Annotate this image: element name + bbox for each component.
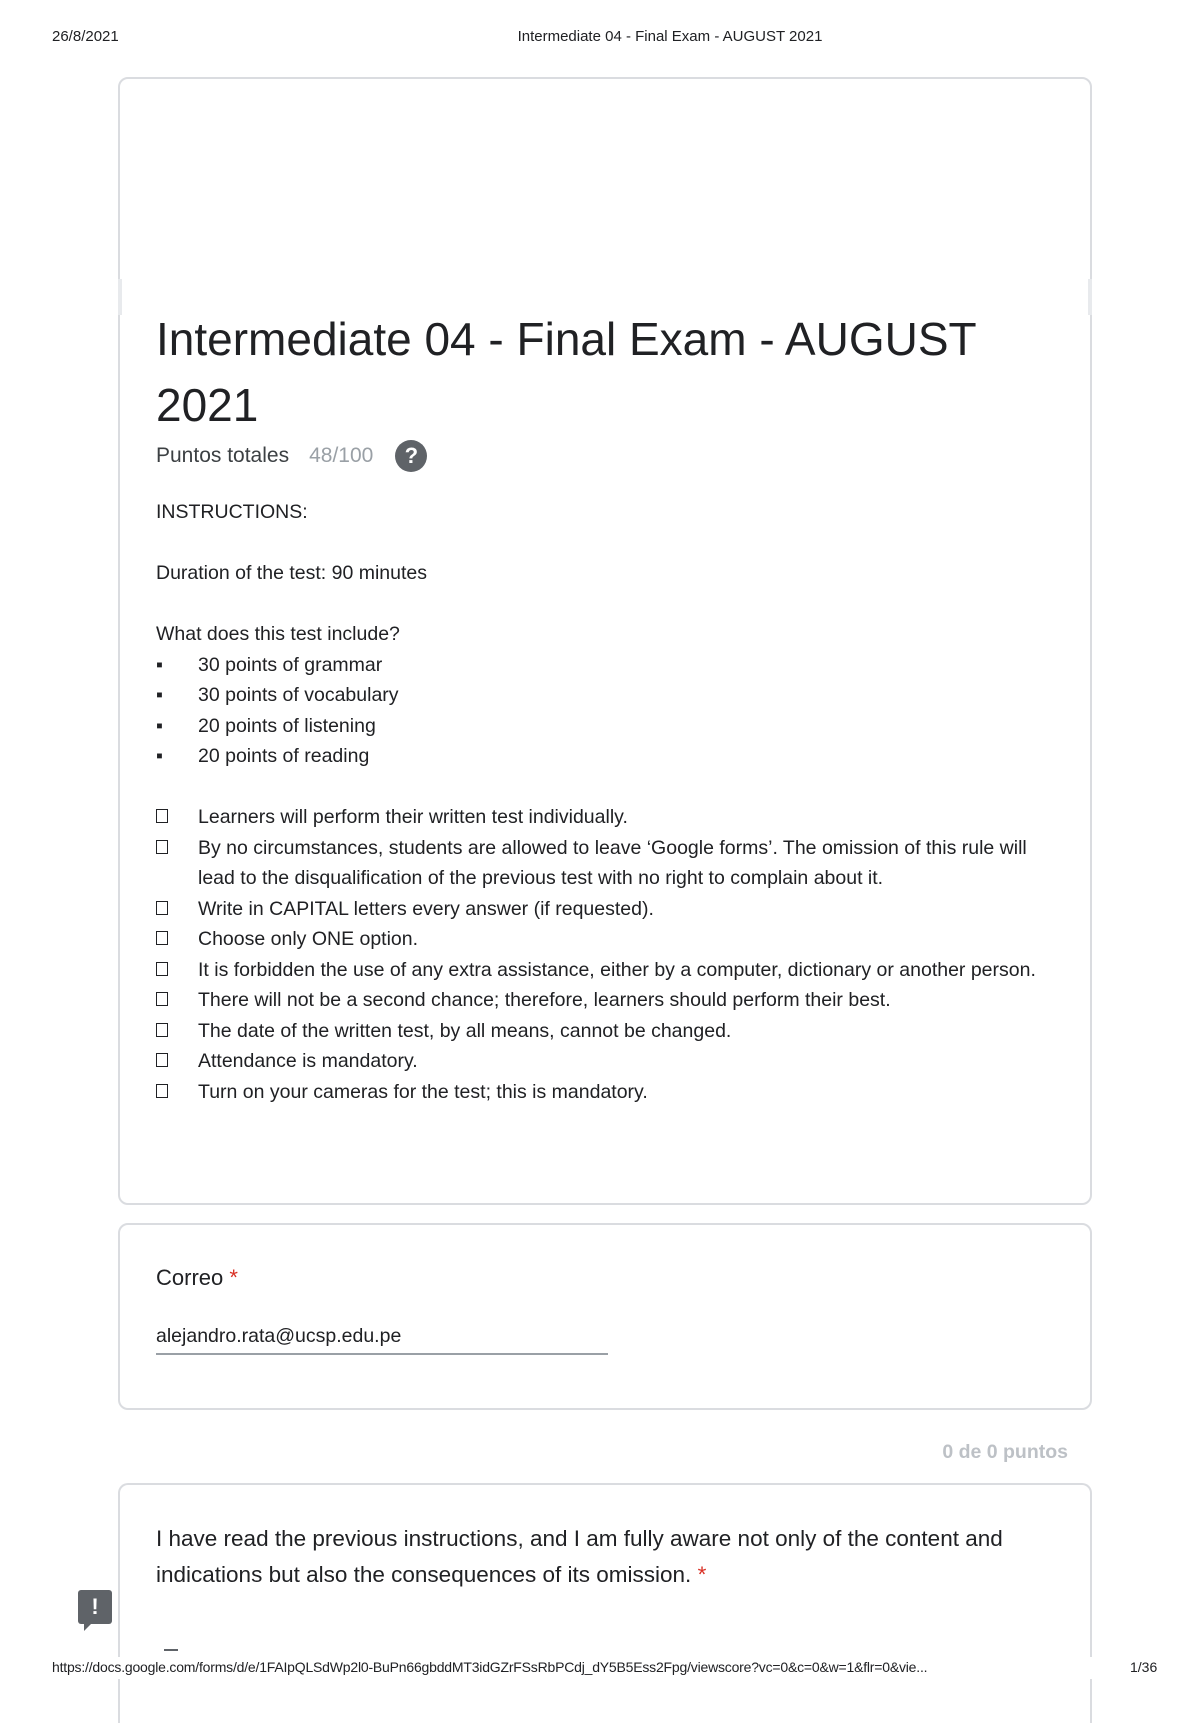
checkbox-glyph-icon [156, 894, 198, 925]
form-description [156, 497, 1056, 1107]
includes-item-text: 30 points of grammar [198, 653, 383, 676]
email-question-card [118, 1223, 1092, 1410]
rule-item-text: Turn on your cameras for the test; this is mandatory. [198, 1080, 648, 1103]
rule-item [156, 833, 1056, 894]
required-mark: * [697, 1562, 707, 1587]
includes-item-text: 20 points of reading [198, 745, 370, 767]
bullet-icon: ▪ [156, 745, 163, 767]
rule-item [156, 1016, 1056, 1047]
rule-item [156, 894, 1056, 925]
rule-item [156, 955, 1056, 986]
acknowledge-question-text: I have read the previous instructions, and I am fully aware not only of the content and indications but also the consequences of its omission. * [156, 1526, 1003, 1587]
checkbox-glyph-icon [156, 924, 198, 955]
rule-item-text: Attendance is mandatory. [198, 1050, 418, 1072]
instructions-heading: INSTRUCTIONS: [156, 501, 308, 523]
includes-item [156, 711, 1056, 742]
email-answer-underline [156, 1353, 608, 1355]
includes-item-text: 20 points of listening [198, 714, 376, 737]
print-page-number: 1/36 [1130, 1659, 1158, 1675]
includes-list [156, 650, 1056, 772]
rule-item-text: The date of the written test, by all means, cannot be changed. [198, 1019, 732, 1042]
rule-item-text: By no circumstances, students are allowed to leave ‘Google forms’. The omission of this rule will lead to the disqualification of the previous test with no right to complain about it. [198, 836, 1027, 889]
total-score-value: 48/100 [309, 444, 374, 467]
duration-text: Duration of the test: 90 minutes [156, 562, 427, 584]
bullet-icon: ▪ [156, 714, 163, 737]
form-title: Intermediate 04 - Final Exam - AUGUST 2021 [156, 313, 976, 431]
checkbox-glyph-icon [156, 833, 198, 864]
bullet-icon: ▪ [156, 684, 163, 706]
help-icon[interactable]: ? [395, 440, 427, 472]
print-title: Intermediate 04 - Final Exam - AUGUST 2021 [517, 28, 823, 45]
print-footer [0, 1657, 1200, 1679]
rule-item-text: It is forbidden the use of any extra assistance, either by a computer, dictionary or another person. [198, 958, 1036, 981]
rule-item-text: Choose only ONE option. [198, 928, 419, 950]
print-header [0, 28, 1200, 48]
rule-item [156, 985, 1056, 1016]
includes-heading: What does this test include? [156, 623, 400, 645]
acknowledge-question-card [118, 1483, 1092, 1723]
print-date: 26/8/2021 [52, 28, 119, 45]
rule-item [156, 924, 1056, 955]
rule-item-text: Learners will perform their written test individually. [198, 806, 628, 828]
includes-item [156, 650, 1056, 681]
checkbox-glyph-icon [156, 802, 198, 833]
total-score-label: Puntos totales [156, 444, 290, 467]
rule-item-text: Write in CAPITAL letters every answer (if requested). [198, 897, 654, 920]
checkbox-glyph-icon [156, 955, 198, 986]
rule-item [156, 1077, 1056, 1108]
email-answer: alejandro.rata@ucsp.edu.pe [156, 1325, 402, 1347]
bullet-icon: ▪ [156, 653, 163, 676]
includes-item [156, 741, 1056, 772]
checkbox-glyph-icon [156, 1077, 198, 1108]
rule-item-text: There will not be a second chance; therefore, learners should perform their best. [198, 989, 891, 1011]
checkbox-glyph-icon [156, 1046, 198, 1077]
rule-item [156, 1046, 1056, 1077]
rules-list [156, 802, 1056, 1107]
required-mark: * [229, 1265, 238, 1290]
section-points: 0 de 0 puntos [942, 1441, 1068, 1463]
checkbox-glyph-icon [156, 1016, 198, 1047]
email-question-label: Correo * [156, 1265, 238, 1290]
checkbox-glyph-icon [156, 985, 198, 1016]
rule-item [156, 802, 1056, 833]
total-score [156, 439, 427, 473]
answer-indicator [164, 1649, 178, 1651]
includes-item [156, 680, 1056, 711]
includes-item-text: 30 points of vocabulary [198, 684, 399, 706]
feedback-icon[interactable]: ! [78, 1590, 112, 1624]
print-url: https://docs.google.com/forms/d/e/1FAIpQLSdWp2l0-BuPn66gbddMT3idGZrFSsRbPCdj_dY5B5Ess2Fpg/viewscore?vc=0&c=0&w=1&flr=0&vie... [52, 1659, 928, 1675]
form-header-card [118, 77, 1092, 1205]
